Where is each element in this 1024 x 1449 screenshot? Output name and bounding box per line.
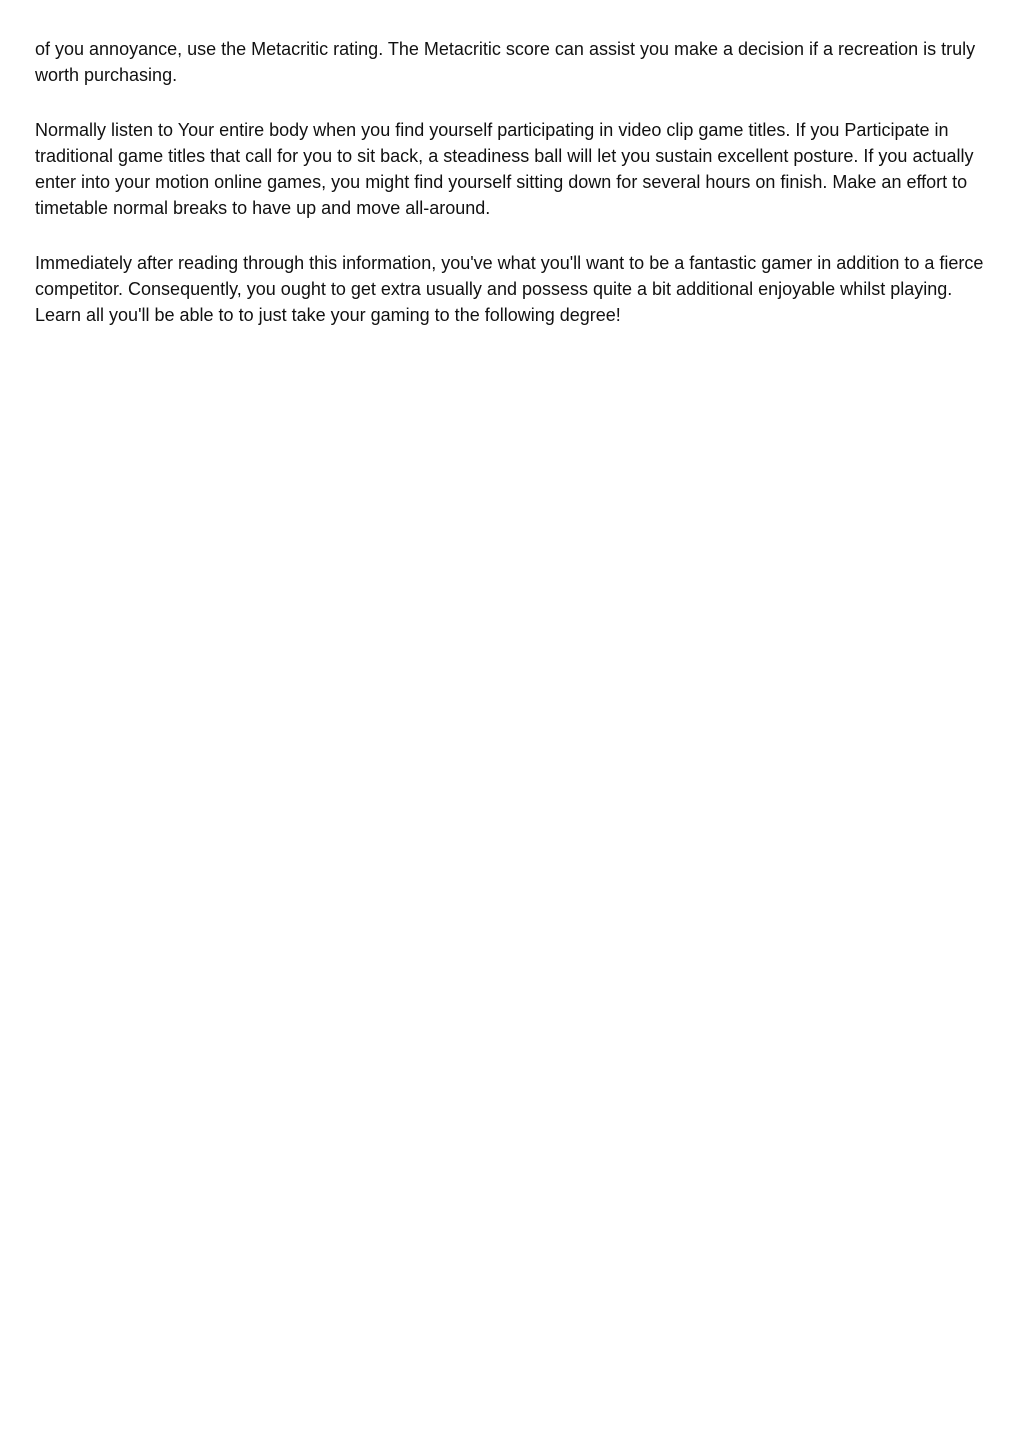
document-page [35, 36, 995, 357]
paragraph-3: Immediately after reading through this information, you've what you'll want to be a fantastic gamer in addition to a fierce competitor. Consequently, you ought to get extra usually and possess quite a bit additional enjoyable whilst playing. Learn all you'll be able to to just take your gaming to the following degree! [35, 253, 984, 325]
paragraph-2: Normally listen to Your entire body when you find yourself participating in video clip game titles. If you Participate in traditional game titles that call for you to sit back, a steadiness ball will let you sustain excellent posture. If you actually enter into your motion online games, you might find yourself sitting down for several hours on finish. Make an effort to timetable normal breaks to have up and move all-around. [35, 120, 974, 218]
paragraph-1: of you annoyance, use the Metacritic rating. The Metacritic score can assist you make a decision if a recreation is truly worth purchasing. [35, 39, 976, 85]
